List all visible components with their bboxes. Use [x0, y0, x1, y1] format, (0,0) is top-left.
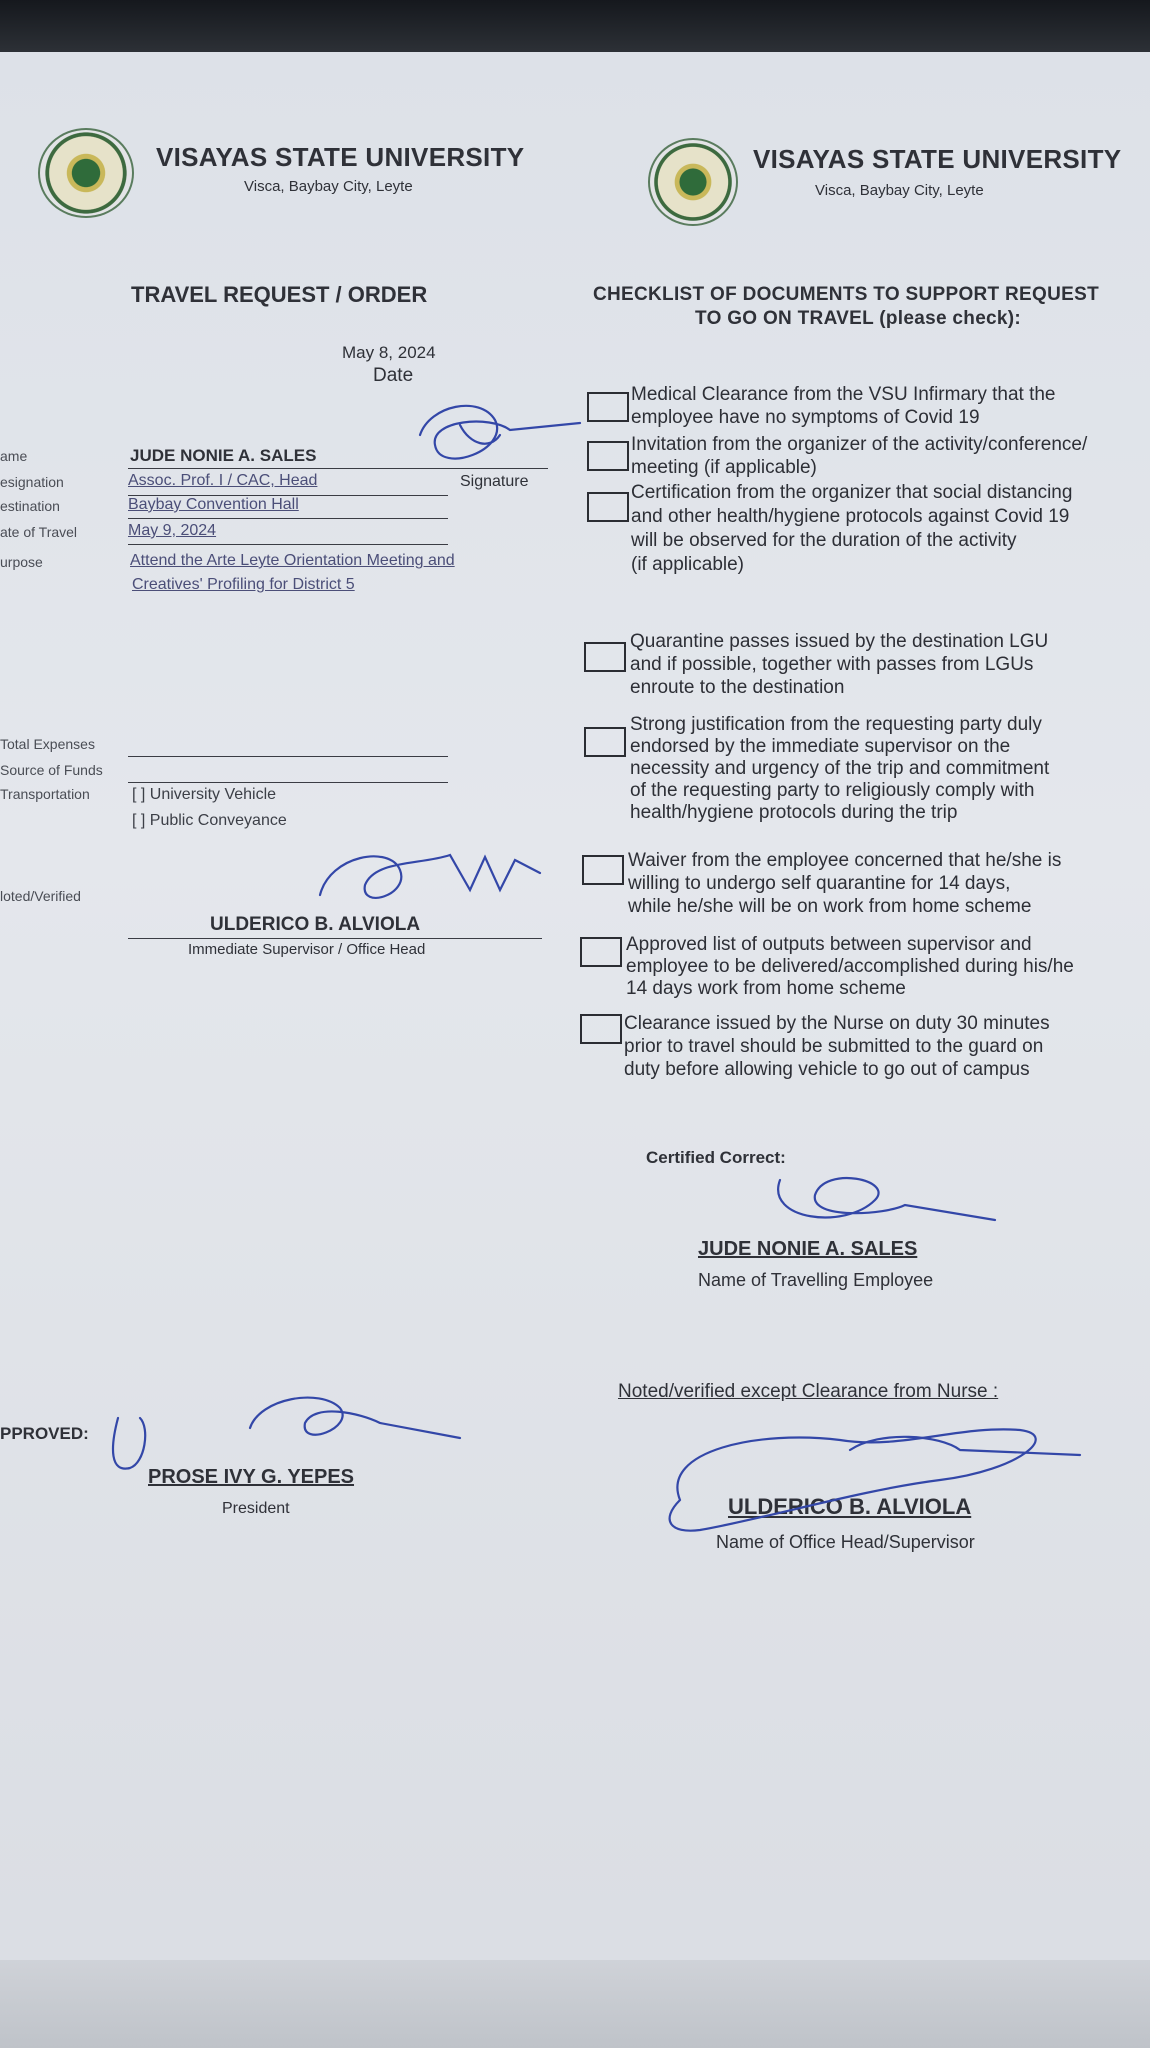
university-name-left: VISAYAS STATE UNIVERSITY	[156, 142, 525, 172]
university-address-right: Visca, Baybay City, Leyte	[815, 182, 984, 199]
university-name-right: VISAYAS STATE UNIVERSITY	[753, 144, 1122, 174]
checkbox-strong-justification[interactable]	[584, 727, 626, 757]
travel-date-label: ate of Travel	[0, 524, 78, 540]
employee-name: JUDE NONIE A. SALES	[698, 1238, 918, 1260]
source-funds-line	[128, 782, 448, 783]
approved-label: PPROVED:	[0, 1424, 89, 1443]
checklist-item-quarantine-passes: Quarantine passes issued by the destination LGU and if possible, together with passes from LGUs enroute to the destination	[630, 631, 1049, 698]
checkbox-waiver[interactable]	[582, 855, 624, 885]
total-expenses-label: Total Expenses	[0, 736, 95, 752]
destination-line	[128, 518, 448, 519]
travel-date-value: May 9, 2024	[128, 522, 217, 539]
university-seal-right	[648, 138, 738, 226]
transportation-label: Transportation	[0, 786, 90, 802]
supervisor-line	[128, 938, 542, 939]
checklist-item-certification: Certification from the organizer that social distancing and other health/hygiene protocols against Covid 19 will be observed for the duration of the activity (if applicable)	[631, 482, 1073, 575]
checklist-item-medical-clearance: Medical Clearance from the VSU Infirmary that the employee have no symptoms of Covid 19	[631, 384, 1056, 428]
signature-president	[100, 1378, 480, 1488]
checklist-item-strong-justification: Strong justification from the requesting party duly endorsed by the immediate supervisor on the necessity and urgency of the trip and commitment of the requesting party to religiously comply with health/hygiene protocols during the trip	[630, 714, 1050, 823]
noted-verified-right-label: Noted/verified except Clearance from Nurse :	[618, 1381, 999, 1402]
checklist-item-nurse-clearance: Clearance issued by the Nurse on duty 30 minutes prior to travel should be submitted to the guard on duty before allowing vehicle to go out of campus	[624, 1013, 1050, 1080]
signature-office-head	[640, 1410, 1100, 1550]
name-value: JUDE NONIE A. SALES	[130, 446, 317, 465]
noted-verified-label: loted/Verified	[0, 888, 81, 904]
page-fold	[0, 1960, 1150, 2048]
transport-option-university-vehicle: [ ] University Vehicle	[132, 786, 277, 803]
checkbox-approved-outputs[interactable]	[580, 937, 622, 967]
designation-label: esignation	[0, 474, 64, 490]
form-title: TRAVEL REQUEST / ORDER	[131, 282, 428, 307]
checklist-title-line2: TO GO ON TRAVEL (please check):	[695, 308, 1022, 329]
certified-correct-label: Certified Correct:	[646, 1148, 786, 1167]
signature-label: Signature	[460, 473, 529, 490]
purpose-label: urpose	[0, 554, 43, 570]
signature-requester	[400, 395, 600, 495]
checkbox-quarantine-passes[interactable]	[584, 642, 626, 672]
checklist-title-line1: CHECKLIST OF DOCUMENTS TO SUPPORT REQUEST	[593, 284, 1099, 305]
checklist-item-invitation: Invitation from the organizer of the activity/conference/ meeting (if applicable)	[631, 434, 1088, 478]
checklist-item-waiver: Waiver from the employee concerned that he/she is willing to undergo self quarantine for 14 days, while he/she will be on work from home scheme	[628, 850, 1062, 917]
background-surface	[0, 0, 1150, 60]
university-address-left: Visca, Baybay City, Leyte	[244, 178, 413, 195]
supervisor-name: ULDERICO B. ALVIOLA	[210, 914, 421, 935]
office-head-name: ULDERICO B. ALVIOLA	[728, 1494, 972, 1519]
request-date-value: May 8, 2024	[342, 343, 436, 362]
supervisor-title: Immediate Supervisor / Office Head	[188, 941, 426, 958]
destination-value: Baybay Convention Hall	[128, 496, 299, 513]
request-date-label: Date	[373, 365, 414, 386]
signature-supervisor	[300, 835, 560, 925]
president-name: PROSE IVY G. YEPES	[148, 1466, 355, 1488]
purpose-value-line2: Creatives' Profiling for District 5	[132, 576, 355, 593]
employee-caption: Name of Travelling Employee	[698, 1270, 934, 1290]
source-funds-label: Source of Funds	[0, 762, 103, 778]
checkbox-nurse-clearance[interactable]	[580, 1014, 622, 1044]
office-head-caption: Name of Office Head/Supervisor	[716, 1532, 975, 1552]
checklist-item-approved-outputs: Approved list of outputs between supervisor and employee to be delivered/accomplished during his/he 14 days work from home scheme	[626, 934, 1074, 999]
transport-option-public-conveyance: [ ] Public Conveyance	[132, 812, 287, 829]
total-expenses-line	[128, 756, 448, 757]
destination-label: estination	[0, 498, 60, 514]
name-label: ame	[0, 448, 28, 464]
signature-employee	[755, 1160, 1015, 1250]
designation-value: Assoc. Prof. I / CAC, Head	[128, 472, 318, 489]
president-title: President	[222, 1500, 290, 1517]
purpose-value-line1: Attend the Arte Leyte Orientation Meeting and	[130, 552, 455, 569]
checkbox-certification[interactable]	[587, 492, 629, 522]
travel-date-line	[128, 544, 448, 545]
university-seal-left	[38, 128, 134, 218]
